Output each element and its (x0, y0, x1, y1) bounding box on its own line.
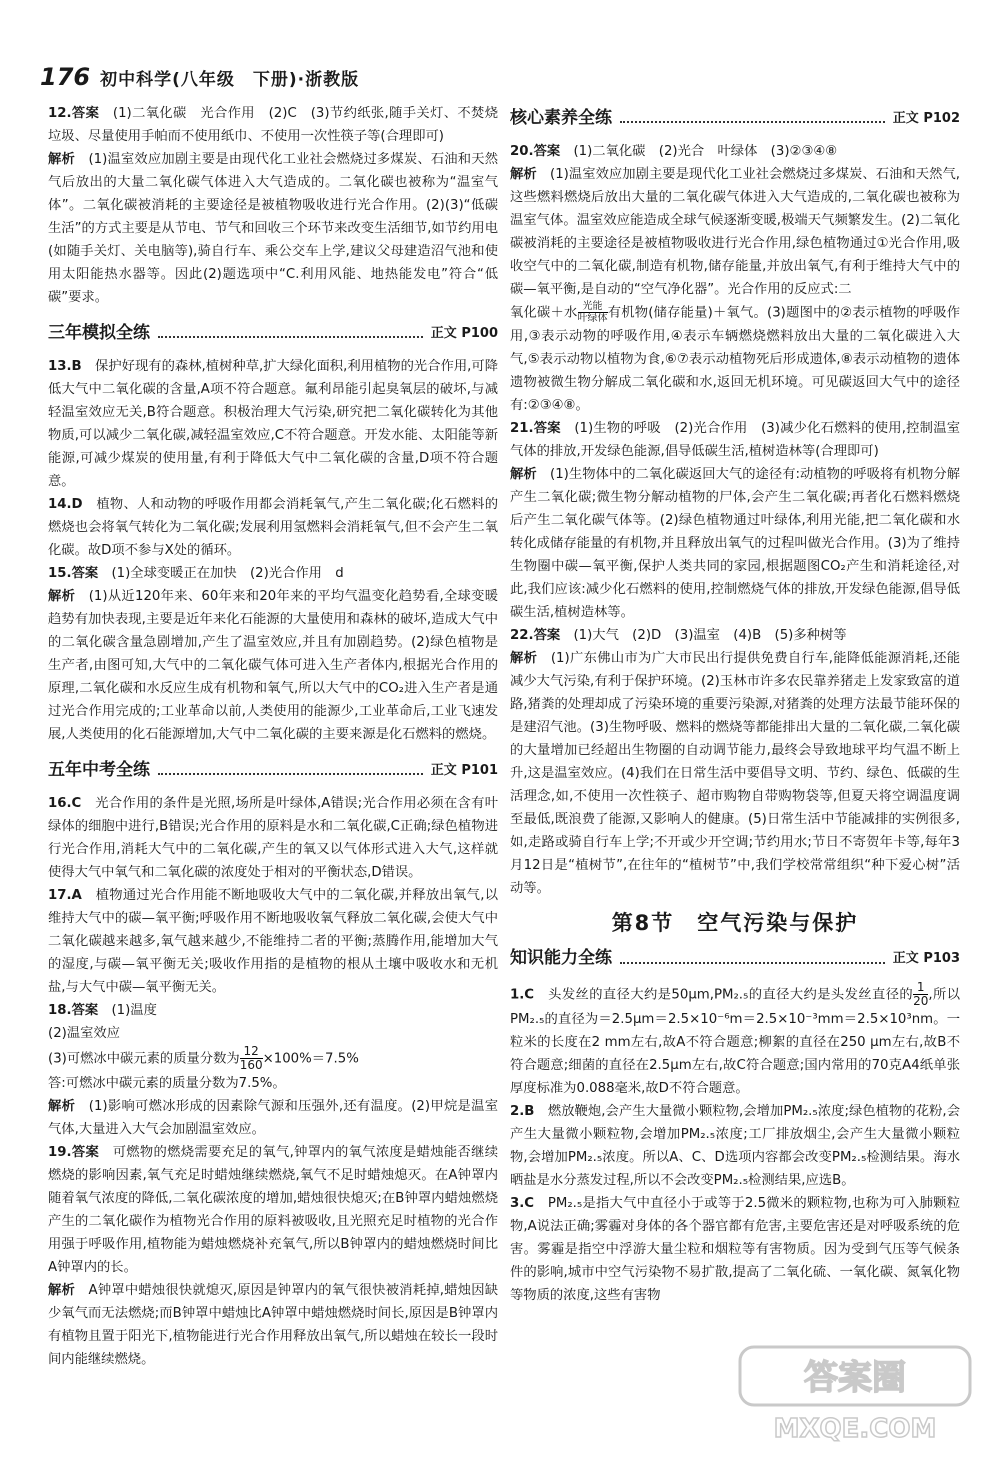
fraction-denominator: 20 (913, 993, 929, 1008)
question-15 (48, 562, 498, 585)
analysis-text: (1)温室效应加剧主要是由现代化工业社会燃烧过多煤炭、石油和天然气后放出的大量二氧化碳气体进入大气造成的。二氧化碳也被称为“温室气体”。二氧化碳被消耗的主要途径是被植物吸收进行光合作用。(2)(3)“低碳生活”的方式主要是从节电、节气和回收三个环节来改变生活细节,如节约用电(如随手关灯、关电脑等),骑自行车、乘公交车上学,建议父母建造沼气池和使用太阳能热水器等。因此(2)题选项中“C.利用风能、地热能发电”符合“低碳”要求。 (48, 152, 499, 305)
analysis-tag: 解析 (48, 1283, 76, 1298)
analysis-12 (48, 148, 498, 309)
answer-line: (2)温室效应 (48, 1026, 121, 1041)
section-page-ref: 正文 P102 (892, 110, 960, 126)
arrow-condition-top: 光能 (578, 301, 608, 313)
fraction-numerator: 12 (240, 1045, 263, 1059)
analysis-20-equation (510, 301, 960, 417)
watermark-text-cn: 答案圈 (804, 1358, 906, 1398)
equation-products: 有机物(储存能量)＋氧气。 (607, 305, 768, 321)
question-number: 18. (48, 1003, 72, 1018)
question-text: ,所以PM₂.₅的直径为＝2.5μm＝2.5×10⁻⁶m＝2.5×10⁻³mm＝2.5×10³nm。一粒米的长度在2 mm左右,故A不符合题意;柳絮的直径在250 μm左右,故B不符合题意;细菌的直径在2.5μm左右,故C符合题意;国内常用的70克A4纸单张厚度标准为0.088毫米,故D不符合题意。 (510, 987, 960, 1096)
page-number: 176 (40, 63, 91, 91)
analysis-tag: 解析 (48, 152, 75, 167)
question-number: 2.B (510, 1103, 535, 1119)
answer-text: (1)全球变暖正在加快 (2)光合作用 d (111, 566, 344, 581)
leader-dots (158, 773, 423, 775)
analysis-tag: 解析 (48, 589, 76, 604)
analysis-15 (48, 585, 498, 746)
answer-line: ×100%＝7.5% (262, 1051, 359, 1067)
reaction-arrow (578, 301, 608, 324)
analysis-text: (1)从近120年来、60年来和20年来的平均气温变化趋势看,全球变暖趋势有加快表现,主要是近年来化石能源的大量使用和森林的破坏,造成大气中的二氧化碳含量急剧增加,产生了温室效应,并且有加剧趋势。(2)绿色植物是生产者,由图可知,大气中的二氧化碳气体可进入生产者体内,根据光合作用的原理,二氧化碳和水反应生成有机物和氧气,所以大气中的CO₂进入生产者是通过光合作用完成的;工业革命以前,人类使用的能源少,工业革命后,工业飞速发展,人类使用的化石能源增加,大气中二氧化碳的主要来源是化石燃料的燃烧。 (48, 589, 499, 742)
question-13 (48, 355, 498, 493)
right-column (510, 102, 960, 1307)
question-text: 保护好现有的森林,植树种草,扩大绿化面积,利用植物的光合作用,可降低大气中二氧化碳的含量,A项不符合题意。氟利昂能引起臭氧层的破坏,与减轻温室效应无关,B符合题意。积极治理大气污染,研究把二氧化碳转化为其他物质,可以减少二氧化碳,减轻温室效应,C不符合题意。开发水能、太阳能等新能源,可减少煤炭的使用量,有利于降低大气中二氧化碳的含量,D项不符合题意。 (48, 359, 499, 489)
analysis-text: (1)生物体中的二氧化碳返回大气的途径有:动植物的呼吸将有机物分解产生二氧化碳;微生物分解动植物的尸体,会产生二氧化碳;再者化石燃料燃烧后产生二氧化碳气体等。(2)绿色植物通过叶绿体,利用光能,把二氧化碳和水转化成储存能量的有机物,并且释放出氧气的过程叫做光合作用。(3)为了维持生物圈中碳—氧平衡,保护人类共同的家园,根据题图CO₂产生和消耗途径,对此,我们应该:减少化石燃料的使用,控制燃烧气体的排放,开发绿色能源,倡导低碳生活,植树造林等。 (510, 466, 961, 620)
analysis-18 (48, 1095, 498, 1141)
answer-tag: 答案 (533, 420, 561, 436)
question-text: 燃放鞭炮,会产生大量微小颗粒物,会增加PM₂.₅浓度;绿色植物的花粉,会产生大量微小颗粒物,会增加PM₂.₅浓度;工厂排放烟尘,会产生大量微小颗粒物,会增加PM₂.₅浓度。所以A、C、D选项内容都会改变PM₂.₅检测结果。海水晒盐是水分蒸发过程,所以不会改变PM₂.₅检测结果,应选B。 (510, 1103, 960, 1188)
analysis-tag: 解析 (510, 167, 537, 182)
answer-tag: 答案 (71, 1003, 99, 1018)
section-title: 知识能力全练 (510, 948, 612, 968)
analysis-tag: 解析 (510, 466, 537, 482)
question-number: 21. (510, 420, 534, 436)
question-number: 1.C (510, 987, 535, 1002)
question-20 (510, 140, 960, 163)
question-17 (48, 884, 498, 999)
question-number: 16.C (48, 796, 82, 811)
equation-reactants: 氧化碳＋水 (510, 305, 578, 321)
question-number: 17.A (48, 888, 82, 903)
fraction-numerator: 1 (913, 981, 928, 995)
section-header-zhishi (510, 943, 960, 975)
question-number: 20. (510, 144, 534, 159)
arrow-condition-bottom: 叶绿体 (577, 313, 608, 324)
analysis-text: (1)温室效应加剧主要是现代化工业社会燃烧过多煤炭、石油和天然气,这些燃料燃烧后放出大量的二氧化碳气体进入大气造成的,二氧化碳也被称为温室气体。温室效应能造成全球气候逐渐变暖,极端天气频繁发生。(2)二氧化碳被消耗的主要途径是被植物吸收进行光合作用,绿色植物通过①光合作用,吸收空气中的二氧化碳,制造有机物,储存能量,并放出氧气,有利于维持大气中的碳—氧平衡,是自动的“空气净化器”。光合作用的反应式:二 (510, 167, 961, 297)
analysis-19 (48, 1279, 498, 1371)
section-page-ref: 正文 P101 (430, 762, 498, 778)
chapter-title: 第8节 空气污染与保护 (611, 910, 859, 935)
question-14 (48, 493, 498, 562)
answer-text: 可燃物的燃烧需要充足的氧气,钟罩内的氧气浓度是蜡烛能否继续燃烧的影响因素,氧气充足时蜡烛继续燃烧,氧气不足时蜡烛熄灭。在A钟罩内随着氧气浓度的降低,二氧化碳浓度的增加,蜡烛很快熄灭;在B钟罩内蜡烛燃烧产生的二氧化碳作为植物光合作用的原料被吸收,且光照充足时植物的光合作用强于呼吸作用,植物能为蜡烛燃烧补充氧气,所以B钟罩内的蜡烛燃烧时间比A钟罩内的长。 (48, 1145, 498, 1275)
question-text: 植物通过光合作用能不断地吸收大气中的二氧化碳,并释放出氧气,以维持大气中的碳—氧平衡;呼吸作用不断地吸收氧气释放二氧化碳,会使大气中二氧化碳越来越多,氧气越来越少,不能维持二者的平衡;蒸腾作用,能增加大气的湿度,与碳—氧平衡无关;吸收作用指的是植物的根从土壤中吸收水和无机盐,与大气中碳—氧平衡无关。 (48, 888, 499, 995)
answer-line: (1)温度 (111, 1003, 157, 1018)
section-header-hexin (510, 102, 960, 134)
answer-tag: 答案 (533, 627, 561, 643)
answer-text: (1)大气 (2)D (3)温室 (4)B (5)多种树等 (573, 627, 847, 643)
watermark-logo (730, 1339, 980, 1449)
section-title: 核心素养全练 (510, 107, 612, 128)
fraction (240, 1045, 263, 1072)
question-3 (510, 1192, 960, 1307)
analysis-text: A钟罩中蜡烛很快就熄灭,原因是钟罩内的氧气很快被消耗掉,蜡烛因缺少氧气而无法燃烧;而B钟罩中蜡烛比A钟罩中蜡烛燃烧时间长,原因是B钟罩内有植物且置于阳光下,植物能进行光合作用释放出氧气,所以蜡烛在较长一段时间内能继续燃烧。 (48, 1283, 499, 1367)
question-1 (510, 981, 960, 1100)
page-header (40, 60, 359, 94)
fraction (913, 981, 928, 1008)
leader-dots (620, 121, 885, 123)
answer-18-line3 (48, 1045, 498, 1072)
answer-text: (1)生物的呼吸 (2)光合作用 (3)减少化石燃料的使用,控制温室气体的排放,开发绿色能源,倡导低碳生活,植树造林等(合理即可) (510, 420, 961, 459)
book-title: 初中科学(八年级 下册)·浙教版 (100, 69, 360, 90)
answer-text: (1)二氧化碳 光合作用 (2)C (3)节约纸张,随手关灯、不焚烧垃圾、尽量使用手帕而不使用纸巾、不使用一次性筷子等(合理即可) (48, 106, 498, 144)
question-18 (48, 999, 498, 1022)
question-16 (48, 792, 498, 884)
section-header-wunian (48, 754, 498, 786)
analysis-text: (1)广东佛山市为广大市民出行提供免费自行车,能降低能源消耗,还能减少大气污染,有利于保护环境。(2)玉林市许多农民靠养猪走上发家致富的道路,猪粪的处理却成了污染环境的重要污染源,对猪粪的处理方法最节能环保的是建沼气池。(3)生物呼吸、燃料的燃烧等都能排出大量的二氧化碳,二氧化碳的大量增加已经超出生物圈的自动调节能力,最终会导致地球平均气温不断上升,这是温室效应。(4)我们在日常生活中要倡导文明、节约、绿色、低碳的生活理念,如,不使用一次性筷子、超市购物自带购物袋等,但夏天将空调温度调至最低,既浪费了能源,又影响人的健康。(5)日常生活中节能减排的实例很多,如,走路或骑自行车上学;不开或少开空调;节约用水;节日不寄贺年卡等,每年3月12日是“植树节”,在往年的“植树节”中,我们学校常常组织“种下爱心树”活动等。 (510, 650, 961, 896)
question-number: 15. (48, 566, 72, 581)
analysis-tag: 解析 (510, 650, 538, 666)
section-title: 三年模拟全练 (48, 322, 150, 343)
question-number: 13.B (48, 359, 82, 374)
answer-text: (1)二氧化碳 (2)光合 叶绿体 (3)②③④⑧ (573, 144, 838, 159)
section-title: 五年中考全练 (48, 759, 150, 780)
leader-dots (158, 336, 423, 338)
question-12 (48, 102, 498, 148)
analysis-22 (510, 647, 960, 900)
question-text: 光合作用的条件是光照,场所是叶绿体,A错误;光合作用必须在含有叶绿体的细胞中进行,B错误;光合作用的原料是水和二氧化碳,C正确;绿色植物进行光合作用,消耗大气中的二氧化碳,产生的氧又以气体形式进入大气,这样就使得大气中氧气和二氧化碳的浓度处于相对的平衡状态,D错误。 (48, 796, 499, 880)
answer-line: (3)可燃冰中碳元素的质量分数为 (48, 1051, 240, 1067)
question-number: 14.D (48, 497, 83, 512)
question-number: 12. (48, 106, 72, 121)
answer-18-line2 (48, 1022, 498, 1045)
leader-dots (620, 962, 885, 964)
question-22 (510, 624, 960, 647)
analysis-21 (510, 463, 960, 624)
question-number: 22. (510, 627, 534, 643)
answer-tag: 答案 (71, 106, 100, 121)
analysis-text: (1)影响可燃冰形成的因素除气源和压强外,还有温度。(2)甲烷是温室气体,大量进入大气会加剧温室效应。 (48, 1099, 499, 1137)
analysis-tag: 解析 (48, 1099, 76, 1114)
question-19 (48, 1141, 498, 1279)
watermark-text-en: MXQE.COM (773, 1414, 937, 1444)
question-number: 3.C (510, 1195, 535, 1211)
question-number: 19. (48, 1145, 72, 1160)
question-21 (510, 417, 960, 463)
section-header-sannian (48, 317, 498, 349)
question-text: 植物、人和动物的呼吸作用都会消耗氧气,产生二氧化碳;化石燃料的燃烧也会将氧气转化为二氧化碳;发展利用氢燃料会消耗氧气,但不会产生二氧化碳。故D项不参与X处的循环。 (48, 497, 499, 558)
section-page-ref: 正文 P100 (430, 325, 498, 341)
answer-line: 答:可燃冰中碳元素的质量分数为7.5%。 (48, 1076, 286, 1091)
question-text: 头发丝的直径大约是50μm,PM₂.₅的直径大约是头发丝直径的 (548, 987, 914, 1002)
answer-18-line4 (48, 1072, 498, 1095)
answer-tag: 答案 (71, 1145, 100, 1160)
answer-tag: 答案 (71, 566, 99, 581)
fraction-denominator: 160 (239, 1058, 263, 1072)
analysis-text: (3)题图中的②表示植物的呼吸作用,③表示动物的呼吸作用,④表示车辆燃烧燃料放出大量的二氧化碳进入大气,⑤表示动物以植物为食,⑥⑦表示动植物死后形成遗体,⑧表示动植物的遗体遗物被微生物分解成二氧化碳和水,返回无机环境。可见碳返回大气中的途径有:②③④⑧。 (510, 305, 961, 413)
left-column (48, 102, 498, 1371)
question-2 (510, 1100, 960, 1192)
answer-tag: 答案 (533, 144, 561, 159)
analysis-20 (510, 163, 960, 301)
question-text: PM₂.₅是指大气中直径小于或等于2.5微米的颗粒物,也称为可入肺颗粒物,A说法正确;雾霾对身体的各个器官都有危害,主要危害还是对呼吸系统的危害。雾霾是指空中浮游大量尘粒和烟粒等有害物质。因为受到气压等气候条件的影响,城市中空气污染物不易扩散,提高了二氧化硫、一氧化碳、氮氧化物等物质的浓度,这些有害物 (510, 1195, 960, 1303)
section-page-ref: 正文 P103 (892, 951, 960, 966)
